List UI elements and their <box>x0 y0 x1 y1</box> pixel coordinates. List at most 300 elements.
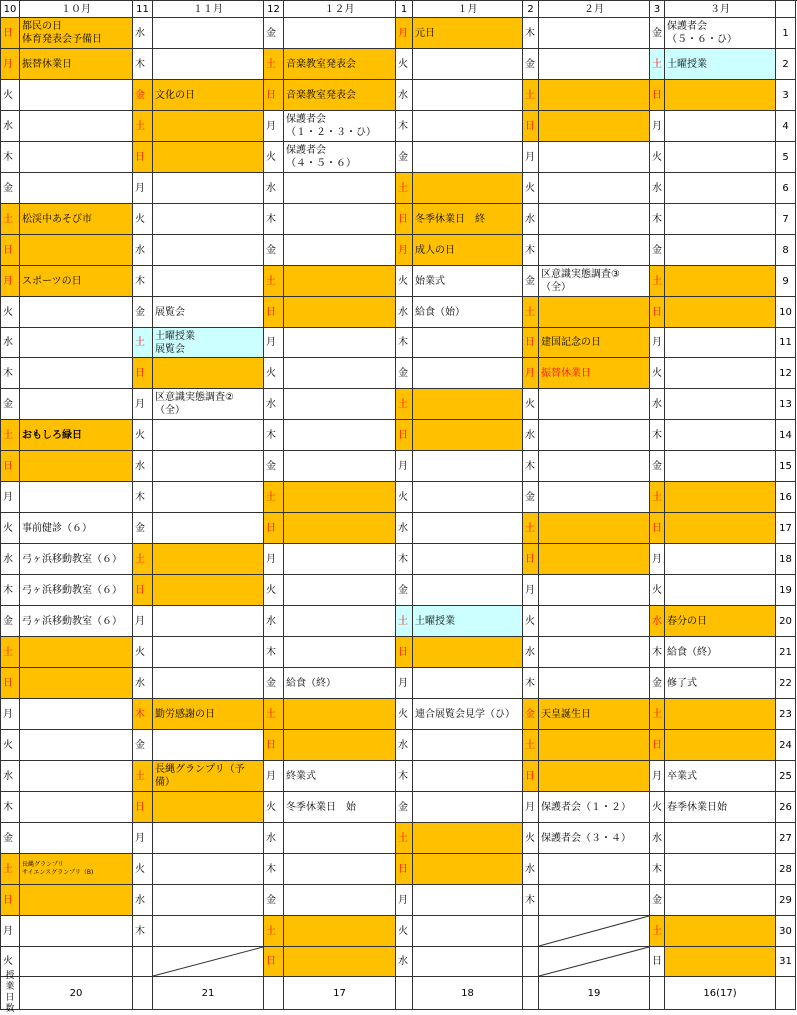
day-number: 28 <box>776 854 796 885</box>
event-cell <box>665 297 776 328</box>
event-cell: 給食（終） <box>665 637 776 668</box>
event-cell: 文化の日 <box>153 80 264 111</box>
event-cell <box>413 49 523 80</box>
event-cell <box>20 823 133 854</box>
day-number: 6 <box>776 173 796 204</box>
weekday-cell: 土 <box>133 544 153 575</box>
event-cell: 長縄グランプリ（予 備） <box>153 761 264 792</box>
class-days-spacer <box>133 977 153 1010</box>
event-cell <box>20 792 133 823</box>
event-cell <box>413 142 523 173</box>
event-cell <box>539 451 650 482</box>
weekday-cell: 月 <box>264 328 284 358</box>
event-cell <box>284 606 396 637</box>
month-name-header: ２月 <box>539 1 650 18</box>
event-cell <box>665 544 776 575</box>
event-cell <box>665 947 776 977</box>
weekday-cell: 土 <box>1 637 20 668</box>
event-cell <box>20 699 133 730</box>
event-cell <box>153 451 264 482</box>
weekday-cell: 日 <box>1 885 20 916</box>
month-name-header: １０月 <box>20 1 133 18</box>
weekday-cell: 木 <box>133 699 153 730</box>
weekday-cell: 土 <box>650 266 665 297</box>
event-cell <box>284 297 396 328</box>
event-cell <box>539 544 650 575</box>
event-cell <box>284 389 396 420</box>
event-cell <box>20 80 133 111</box>
weekday-cell: 月 <box>133 823 153 854</box>
weekday-cell: 木 <box>396 111 413 142</box>
event-cell: 元日 <box>413 18 523 49</box>
weekday-cell: 火 <box>264 358 284 389</box>
weekday-cell: 水 <box>650 173 665 204</box>
event-cell <box>153 18 264 49</box>
month-number-header: 2 <box>523 1 539 18</box>
event-cell: 給食（始） <box>413 297 523 328</box>
weekday-cell: 木 <box>396 328 413 358</box>
event-cell <box>665 916 776 947</box>
weekday-cell: 木 <box>264 420 284 451</box>
weekday-cell: 金 <box>650 451 665 482</box>
event-cell: 連合展覧会見学（ひ） <box>413 699 523 730</box>
weekday-cell: 金 <box>133 730 153 761</box>
event-cell: 弓ヶ浜移動教室（６） <box>20 575 133 606</box>
weekday-cell: 日 <box>523 328 539 358</box>
event-cell <box>20 916 133 947</box>
event-cell: 音楽教室発表会 <box>284 49 396 80</box>
event-cell <box>284 482 396 513</box>
event-cell <box>284 637 396 668</box>
weekday-cell: 月 <box>133 389 153 420</box>
weekday-cell: 土 <box>1 204 20 235</box>
class-days-spacer <box>264 977 284 1010</box>
weekday-cell: 金 <box>650 18 665 49</box>
event-cell <box>284 885 396 916</box>
event-cell <box>539 761 650 792</box>
nonexistent-day-cell <box>539 916 650 947</box>
event-cell <box>539 668 650 699</box>
weekday-cell: 木 <box>133 266 153 297</box>
event-cell <box>20 451 133 482</box>
weekday-cell: 金 <box>133 513 153 544</box>
weekday-cell: 木 <box>1 358 20 389</box>
weekday-cell: 日 <box>650 730 665 761</box>
weekday-cell: 土 <box>396 606 413 637</box>
weekday-cell: 水 <box>523 854 539 885</box>
event-cell <box>665 482 776 513</box>
event-cell <box>413 668 523 699</box>
weekday-cell: 水 <box>133 18 153 49</box>
weekday-cell: 月 <box>523 792 539 823</box>
event-cell: 成人の日 <box>413 235 523 266</box>
weekday-cell: 日 <box>650 513 665 544</box>
event-cell <box>413 916 523 947</box>
weekday-cell: 火 <box>133 420 153 451</box>
weekday-cell: 金 <box>133 80 153 111</box>
event-cell: 保護者会 （１・２・３・ひ） <box>284 111 396 142</box>
weekday-cell: 土 <box>1 420 20 451</box>
weekday-cell: 土 <box>650 916 665 947</box>
weekday-cell: 水 <box>133 451 153 482</box>
event-cell: 勤労感謝の日 <box>153 699 264 730</box>
event-cell <box>284 699 396 730</box>
weekday-cell: 火 <box>650 575 665 606</box>
weekday-cell: 日 <box>264 730 284 761</box>
weekday-cell: 月 <box>133 606 153 637</box>
event-cell <box>539 297 650 328</box>
weekday-cell: 月 <box>1 699 20 730</box>
event-cell: 都民の日 体育発表会予備日 <box>20 18 133 49</box>
event-cell <box>413 947 523 977</box>
weekday-cell: 火 <box>133 854 153 885</box>
weekday-cell: 木 <box>523 235 539 266</box>
event-cell <box>284 235 396 266</box>
weekday-cell: 金 <box>650 668 665 699</box>
weekday-cell: 金 <box>264 235 284 266</box>
diagonal-slash <box>539 916 649 946</box>
weekday-cell: 土 <box>650 482 665 513</box>
event-cell <box>413 111 523 142</box>
event-cell <box>413 173 523 204</box>
event-cell <box>153 916 264 947</box>
event-cell <box>665 80 776 111</box>
event-cell <box>20 297 133 328</box>
event-cell <box>153 792 264 823</box>
weekday-cell: 土 <box>523 297 539 328</box>
weekday-cell: 火 <box>1 947 20 977</box>
weekday-cell: 金 <box>523 266 539 297</box>
event-cell: 事前健診（６） <box>20 513 133 544</box>
diagonal-slash <box>539 947 649 976</box>
event-cell <box>20 142 133 173</box>
weekday-cell: 月 <box>523 142 539 173</box>
event-cell: 弓ヶ浜移動教室（６） <box>20 606 133 637</box>
event-cell: 保護者会（１・２） <box>539 792 650 823</box>
weekday-cell: 火 <box>650 142 665 173</box>
event-cell <box>284 730 396 761</box>
event-cell <box>153 730 264 761</box>
weekday-cell: 火 <box>396 916 413 947</box>
weekday-cell: 日 <box>650 80 665 111</box>
event-cell <box>539 142 650 173</box>
weekday-cell: 木 <box>523 668 539 699</box>
weekday-cell: 月 <box>396 18 413 49</box>
event-cell: 音楽教室発表会 <box>284 80 396 111</box>
weekday-cell: 木 <box>523 451 539 482</box>
event-cell <box>153 544 264 575</box>
event-cell <box>20 389 133 420</box>
day-number-header <box>776 1 796 18</box>
weekday-cell: 金 <box>523 482 539 513</box>
event-cell <box>153 173 264 204</box>
weekday-cell: 日 <box>1 668 20 699</box>
weekday-cell: 火 <box>133 204 153 235</box>
event-cell <box>284 451 396 482</box>
event-cell <box>153 420 264 451</box>
event-cell: 展覧会 <box>153 297 264 328</box>
class-days-total: 18 <box>413 977 523 1010</box>
weekday-cell: 金 <box>264 885 284 916</box>
event-cell <box>665 204 776 235</box>
day-number: 23 <box>776 699 796 730</box>
event-cell: 松渓中あそび市 <box>20 204 133 235</box>
event-cell <box>539 49 650 80</box>
weekday-cell: 火 <box>523 606 539 637</box>
day-number: 29 <box>776 885 796 916</box>
event-cell <box>665 235 776 266</box>
weekday-cell: 金 <box>650 235 665 266</box>
weekday-cell: 日 <box>264 297 284 328</box>
event-cell: 冬季休業日 始 <box>284 792 396 823</box>
event-cell <box>539 18 650 49</box>
day-number: 21 <box>776 637 796 668</box>
event-cell <box>284 823 396 854</box>
event-cell <box>20 358 133 389</box>
weekday-cell: 月 <box>396 668 413 699</box>
event-cell: 保護者会（３・４） <box>539 823 650 854</box>
event-cell <box>20 761 133 792</box>
weekday-cell: 水 <box>264 606 284 637</box>
weekday-cell: 月 <box>1 266 20 297</box>
nonexistent-day-cell <box>539 947 650 977</box>
event-cell <box>665 358 776 389</box>
empty-weekday-cell <box>133 947 153 977</box>
weekday-cell: 火 <box>1 513 20 544</box>
event-cell <box>539 173 650 204</box>
event-cell <box>539 389 650 420</box>
weekday-cell: 金 <box>396 792 413 823</box>
event-cell: 始業式 <box>413 266 523 297</box>
weekday-cell: 土 <box>133 111 153 142</box>
weekday-cell: 日 <box>264 513 284 544</box>
class-days-label-line1: 授業 <box>5 971 15 992</box>
event-cell <box>665 111 776 142</box>
month-number-header: 12 <box>264 1 284 18</box>
weekday-cell: 金 <box>133 297 153 328</box>
month-name-header: １２月 <box>284 1 396 18</box>
event-cell <box>665 328 776 358</box>
weekday-cell: 水 <box>1 544 20 575</box>
event-cell <box>284 513 396 544</box>
diagonal-slash <box>153 947 263 976</box>
event-cell <box>153 142 264 173</box>
day-number: 18 <box>776 544 796 575</box>
weekday-cell: 水 <box>523 204 539 235</box>
weekday-cell: 火 <box>523 389 539 420</box>
month-number-header: 10 <box>1 1 20 18</box>
event-cell: 土曜授業 <box>413 606 523 637</box>
event-cell <box>539 420 650 451</box>
weekday-cell: 火 <box>264 142 284 173</box>
event-cell <box>153 668 264 699</box>
weekday-cell: 月 <box>264 111 284 142</box>
weekday-cell: 水 <box>396 80 413 111</box>
weekday-cell: 土 <box>264 699 284 730</box>
day-number: 27 <box>776 823 796 854</box>
weekday-cell: 木 <box>650 637 665 668</box>
event-cell <box>20 482 133 513</box>
weekday-cell: 水 <box>396 513 413 544</box>
weekday-cell: 金 <box>1 173 20 204</box>
month-name-header: ３月 <box>665 1 776 18</box>
day-number: 12 <box>776 358 796 389</box>
weekday-cell: 土 <box>264 482 284 513</box>
weekday-cell: 木 <box>264 854 284 885</box>
event-cell <box>539 575 650 606</box>
day-number: 10 <box>776 297 796 328</box>
weekday-cell: 土 <box>523 80 539 111</box>
weekday-cell: 火 <box>133 637 153 668</box>
day-number: 14 <box>776 420 796 451</box>
weekday-cell: 土 <box>264 916 284 947</box>
event-cell <box>539 204 650 235</box>
event-cell <box>413 389 523 420</box>
event-cell <box>665 823 776 854</box>
weekday-cell: 土 <box>264 49 284 80</box>
event-cell <box>284 544 396 575</box>
event-cell <box>665 575 776 606</box>
weekday-cell: 月 <box>396 451 413 482</box>
event-cell <box>539 111 650 142</box>
weekday-cell: 金 <box>396 358 413 389</box>
event-cell <box>153 482 264 513</box>
event-cell <box>539 637 650 668</box>
weekday-cell: 火 <box>1 730 20 761</box>
event-cell <box>413 730 523 761</box>
weekday-cell: 水 <box>396 297 413 328</box>
weekday-cell: 水 <box>1 111 20 142</box>
event-cell <box>284 854 396 885</box>
weekday-cell: 水 <box>1 328 20 358</box>
weekday-cell: 日 <box>264 947 284 977</box>
weekday-cell: 木 <box>133 482 153 513</box>
class-days-total: 17 <box>284 977 396 1010</box>
weekday-cell: 水 <box>1 761 20 792</box>
event-cell: 長縄グランプリ サイエンスグランプリ（B) <box>20 854 133 885</box>
month-number-header: 3 <box>650 1 665 18</box>
event-cell <box>20 111 133 142</box>
event-cell <box>284 18 396 49</box>
weekday-cell: 火 <box>650 358 665 389</box>
weekday-cell: 月 <box>523 575 539 606</box>
empty-weekday-cell <box>523 916 539 947</box>
event-cell <box>665 730 776 761</box>
weekday-cell: 土 <box>133 761 153 792</box>
weekday-cell: 水 <box>650 389 665 420</box>
event-cell <box>153 235 264 266</box>
event-cell <box>153 204 264 235</box>
event-cell <box>665 173 776 204</box>
weekday-cell: 金 <box>523 49 539 80</box>
weekday-cell: 金 <box>264 668 284 699</box>
event-cell <box>153 854 264 885</box>
weekday-cell: 金 <box>1 823 20 854</box>
class-days-spacer <box>396 977 413 1010</box>
weekday-cell: 日 <box>133 792 153 823</box>
weekday-cell: 土 <box>396 389 413 420</box>
weekday-cell: 日 <box>133 358 153 389</box>
event-cell <box>413 637 523 668</box>
weekday-cell: 木 <box>396 544 413 575</box>
weekday-cell: 火 <box>264 792 284 823</box>
event-cell <box>665 513 776 544</box>
event-cell: 修了式 <box>665 668 776 699</box>
event-cell <box>539 885 650 916</box>
event-cell <box>153 49 264 80</box>
event-cell <box>20 173 133 204</box>
weekday-cell: 木 <box>1 575 20 606</box>
weekday-cell: 土 <box>523 513 539 544</box>
weekday-cell: 木 <box>133 916 153 947</box>
event-cell <box>413 80 523 111</box>
event-cell <box>20 730 133 761</box>
event-cell <box>284 947 396 977</box>
weekday-cell: 水 <box>133 235 153 266</box>
class-days-total: 19 <box>539 977 650 1010</box>
weekday-cell: 金 <box>650 885 665 916</box>
weekday-cell: 月 <box>396 235 413 266</box>
day-number: 22 <box>776 668 796 699</box>
weekday-cell: 金 <box>264 18 284 49</box>
weekday-cell: 水 <box>523 420 539 451</box>
weekday-cell: 金 <box>1 389 20 420</box>
weekday-cell: 土 <box>1 854 20 885</box>
weekday-cell: 日 <box>523 761 539 792</box>
event-cell: おもしろ緑日 <box>20 420 133 451</box>
weekday-cell: 木 <box>523 885 539 916</box>
event-cell: 終業式 <box>284 761 396 792</box>
event-cell <box>413 358 523 389</box>
event-cell <box>413 885 523 916</box>
weekday-cell: 日 <box>396 637 413 668</box>
event-cell <box>284 420 396 451</box>
weekday-cell: 日 <box>1 235 20 266</box>
event-cell <box>153 637 264 668</box>
event-cell: 建国記念の日 <box>539 328 650 358</box>
event-cell: 区意識実態調査② （全） <box>153 389 264 420</box>
event-cell <box>20 668 133 699</box>
event-cell <box>284 204 396 235</box>
event-cell <box>153 885 264 916</box>
day-number: 15 <box>776 451 796 482</box>
weekday-cell: 日 <box>396 204 413 235</box>
event-cell <box>665 142 776 173</box>
event-cell <box>284 575 396 606</box>
weekday-cell: 水 <box>396 730 413 761</box>
weekday-cell: 日 <box>650 947 665 977</box>
weekday-cell: 火 <box>523 823 539 854</box>
day-number: 4 <box>776 111 796 142</box>
weekday-cell: 金 <box>1 606 20 637</box>
weekday-cell: 火 <box>650 792 665 823</box>
event-cell <box>539 730 650 761</box>
event-cell <box>284 266 396 297</box>
event-cell <box>539 482 650 513</box>
event-cell: 卒業式 <box>665 761 776 792</box>
weekday-cell: 日 <box>396 854 413 885</box>
event-cell <box>153 358 264 389</box>
event-cell <box>20 235 133 266</box>
day-number: 2 <box>776 49 796 80</box>
event-cell <box>284 358 396 389</box>
weekday-cell: 水 <box>264 389 284 420</box>
weekday-cell: 水 <box>650 606 665 637</box>
weekday-cell: 日 <box>1 451 20 482</box>
class-days-label <box>1 971 20 1014</box>
day-number: 3 <box>776 80 796 111</box>
event-cell <box>153 606 264 637</box>
